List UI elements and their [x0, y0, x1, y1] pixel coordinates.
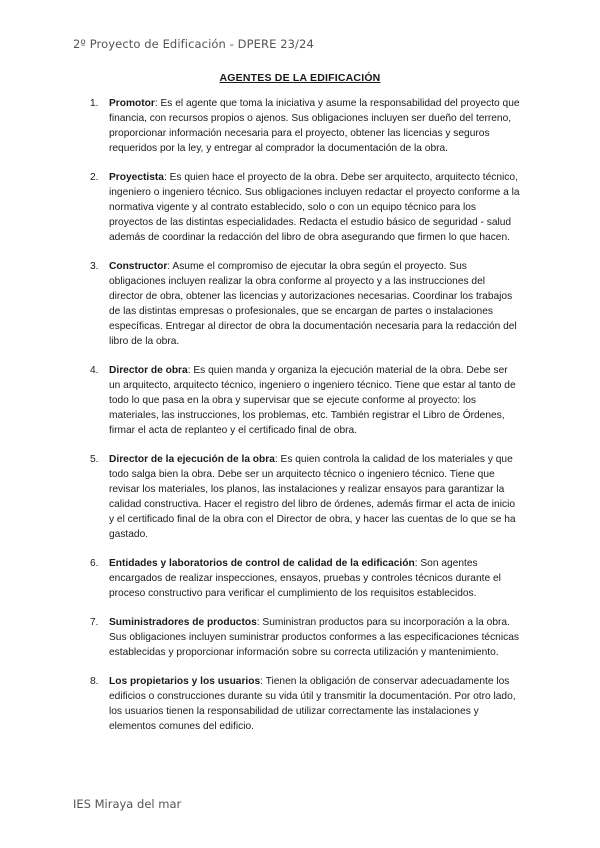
item-text: : Es quien hace el proyecto de la obra. Debe ser arquitecto, arquitecto técnico, ingeniero o ingeniero técnico. Sus obligaciones incluyen redactar el proyecto conforme a la normativa vigente y al contrato establecido, solo o con un equipo técnico para los proyectos de las distintas especialidades. Redacta el estudio básico de seguridad - salud además de coordinar la redacción del libro de obra asegurando que firmen lo que hacen.	[109, 172, 520, 243]
agents-list	[90, 96, 520, 748]
item-term: Entidades y laboratorios de control de calidad de la edificación	[109, 558, 415, 569]
item-term: Proyectista	[109, 172, 164, 183]
item-number: 8.	[90, 676, 99, 687]
item-number: 1.	[90, 98, 99, 109]
list-item	[90, 363, 520, 438]
list-item	[90, 452, 520, 542]
item-number: 7.	[90, 617, 99, 628]
item-term: Promotor	[109, 98, 155, 109]
item-number: 2.	[90, 172, 99, 183]
item-number: 5.	[90, 454, 99, 465]
list-item	[90, 615, 520, 660]
item-term: Director de la ejecución de la obra	[109, 454, 275, 465]
page-footer: IES Miraya del mar	[73, 797, 182, 811]
list-item	[90, 674, 520, 734]
item-term: Director de obra	[109, 365, 188, 376]
list-item	[90, 556, 520, 601]
list-item	[90, 96, 520, 156]
item-number: 4.	[90, 365, 99, 376]
item-text: : Es quien controla la calidad de los materiales y que todo salga bien la obra. Debe ser un arquitecto técnico o ingeniero técnico. Tiene que revisar los materiales, los planos, las instalaciones y realizar ensayos para garantizar la calidad constructiva. Hacer el registro del libro de órdenes, además firmar el acta de inicio y el certificado final de la obra con el Director de obra, y hacer las cuentas de lo que se ha gastado.	[109, 454, 516, 540]
item-number: 6.	[90, 558, 99, 569]
item-text: : Es el agente que toma la iniciativa y asume la responsabilidad del proyecto que financia, con recursos propios o ajenos. Sus obligaciones incluyen ser dueño del terreno, proporcionar información necesaria para el proyecto, obtener las licencias y seguros requeridos por la ley, y entregar al comprador la documentación de la obra.	[109, 98, 520, 154]
item-text: : Suministran productos para su incorporación a la obra. Sus obligaciones incluyen suministrar productos conformes a las especificaciones técnicas establecidas y proporcionar información sobre su correcta utilización y mantenimiento.	[109, 617, 519, 658]
item-text: : Son agentes encargados de realizar inspecciones, ensayos, pruebas y controles técnicos durante el proceso constructivo para verificar el cumplimiento de los requisitos establecidos.	[109, 558, 501, 599]
item-text: : Asume el compromiso de ejecutar la obra según el proyecto. Sus obligaciones incluyen realizar la obra conforme al proyecto y a las instrucciones del director de obra, obtener las licencias y autorizaciones necesarias. Coordinar los trabajos de las distintas empresas o profesionales, que se encargan de partes o instalaciones específicas. Entregar al director de obra la documentación necesaria para la redacción del libro de la obra.	[109, 261, 517, 347]
list-item	[90, 170, 520, 245]
item-number: 3.	[90, 261, 99, 272]
page-header: 2º Proyecto de Edificación - DPERE 23/24	[73, 37, 314, 51]
document-title: AGENTES DE LA EDIFICACIÓN	[219, 72, 381, 84]
item-term: Los propietarios y los usuarios	[109, 676, 261, 687]
item-text: : Es quien manda y organiza la ejecución material de la obra. Debe ser un arquitecto, arquitecto técnico, ingeniero o ingeniero técnico. Tiene que estar al tanto de todo lo que pasa en la obra y supervisar que se ejecute conforme al proyecto: los materiales, las instrucciones, los problemas, etc. También registrar el Libro de Órdenes, firmar el acta de replanteo y el certificado final de obra.	[109, 365, 516, 436]
list-item	[90, 259, 520, 349]
item-text: : Tienen la obligación de conservar adecuadamente los edificios o construcciones durante su vida útil y transmitir la documentación. Por otro lado, los usuarios tienen la responsabilidad de utilizar correctamente las instalaciones y elementos comunes del edificio.	[109, 676, 516, 732]
item-term: Suministradores de productos	[109, 617, 257, 628]
item-term: Constructor	[109, 261, 168, 272]
